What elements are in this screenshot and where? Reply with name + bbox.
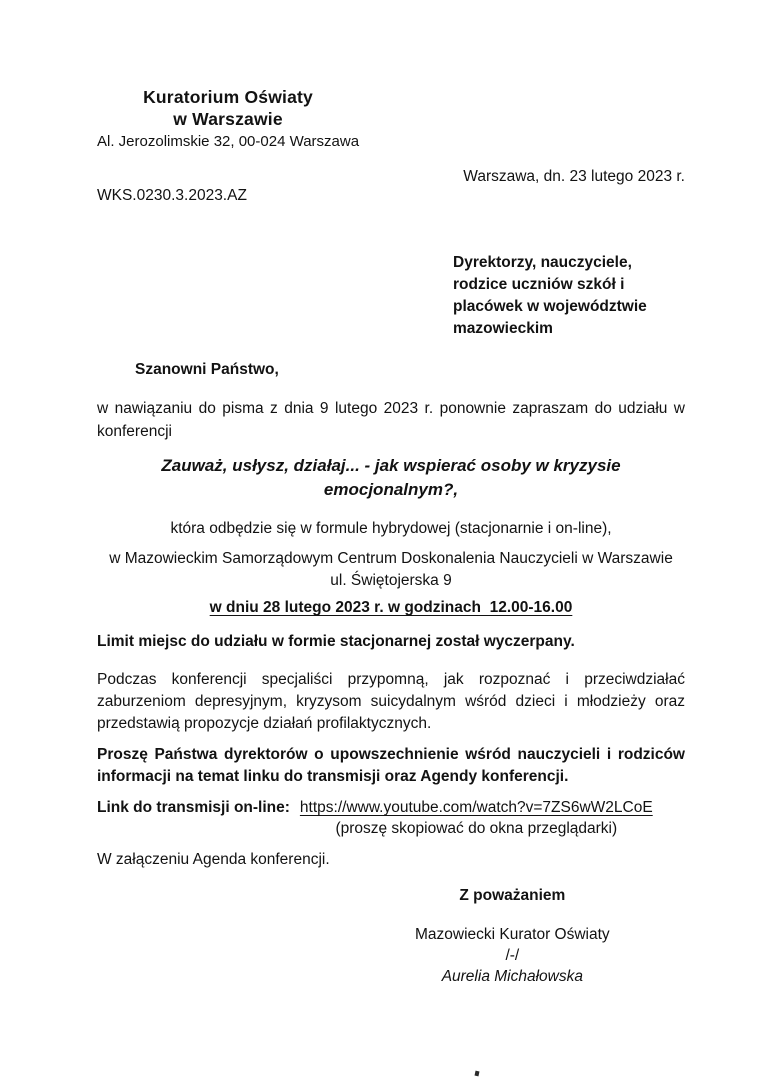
limit-notice: Limit miejsc do udziału w formie stacjonarnej został wyczerpany. (97, 633, 575, 650)
conference-format-line: która odbędzie się w formule hybrydowej (stacjonarnie i on-line), (170, 520, 612, 537)
venue-block (97, 548, 685, 592)
sign-off: Z poważaniem (459, 887, 566, 904)
conference-title: Zauważ, usłysz, działaj... - jak wspierać osoby w kryzysie emocjonalnym?, (161, 456, 621, 499)
place-date: Warszawa, dn. 23 lutego 2023 r. (463, 168, 685, 185)
stream-link-note: (proszę skopiować do okna przeglądarki) (335, 820, 618, 837)
venue-line: ul. Świętojerska 9 (330, 572, 452, 589)
attachment-note: W załączeniu Agenda konferencji. (97, 851, 330, 868)
stream-link-row (97, 797, 685, 840)
reference-number: WKS.0230.3.2023.AZ (97, 187, 247, 204)
salutation: Szanowni Państwo, (135, 361, 279, 378)
recipient-line: placówek w województwie (453, 298, 647, 315)
scan-artifact-speck (475, 1071, 480, 1077)
conference-datetime-text: w dniu 28 lutego 2023 r. w godzinach 12.00-16.00 (209, 599, 573, 616)
signature-mark: /-/ (505, 947, 520, 964)
recipient-line: mazowieckim (453, 320, 553, 337)
letter-content (97, 0, 685, 987)
stream-link-label: Link do transmisji on-line: (97, 799, 290, 816)
letterhead-org-line2: w Warszawie (173, 109, 283, 129)
letterhead (97, 86, 359, 152)
request-paragraph: Proszę Państwa dyrektorów o upowszechnienie wśród nauczycieli i rodziców informacji na temat linku do transmisji oraz Agendy konferencji. (97, 746, 685, 785)
conference-datetime (97, 598, 685, 618)
letterhead-address: Al. Jerozolimskie 32, 00-024 Warszawa (97, 133, 360, 150)
recipient-line: rodzice uczniów szkół i (453, 276, 625, 293)
recipient-line: Dyrektorzy, nauczyciele, (453, 254, 632, 271)
signer-title: Mazowiecki Kurator Oświaty (415, 926, 610, 943)
signer-name: Aurelia Michałowska (441, 968, 583, 985)
letterhead-org-line1: Kuratorium Oświaty (143, 87, 313, 107)
description-paragraph: Podczas konferencji specjaliści przypomną, jak rozpoznać i przeciwdziałać zaburzeniom depresyjnym, kryzysom suicydalnym wśród dzieci i młodzieży oraz przedstawią propozycje działań profilaktycznych. (97, 671, 685, 732)
intro-paragraph: w nawiązaniu do pisma z dnia 9 lutego 2023 r. ponownie zapraszam do udziału w konferencji (97, 400, 685, 440)
stream-link-column (300, 797, 653, 840)
closing-block (415, 885, 610, 987)
stream-link-url[interactable]: https://www.youtube.com/watch?v=7ZS6wW2LCoE (299, 799, 653, 816)
venue-line: w Mazowieckim Samorządowym Centrum Doskonalenia Nauczycieli w Warszawie (109, 550, 673, 567)
recipient-block (453, 252, 685, 340)
